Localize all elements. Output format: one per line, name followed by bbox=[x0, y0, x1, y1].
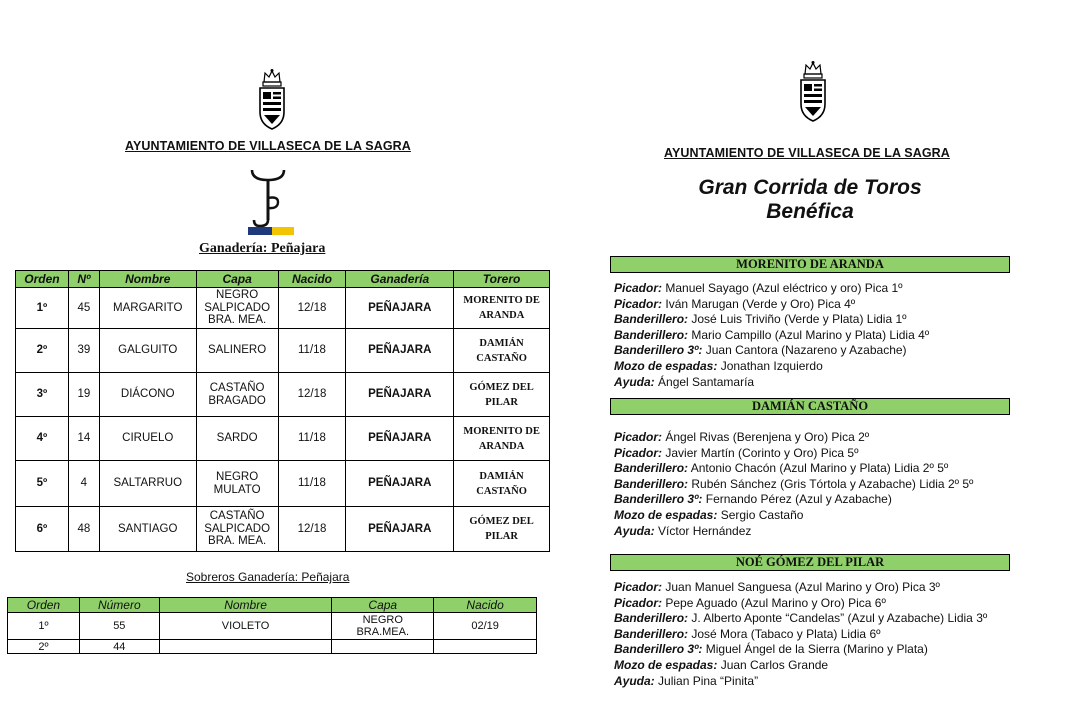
cuadrilla-header-damian: DAMIÁN CASTAÑO bbox=[610, 398, 1010, 415]
list-item: Ayuda: Ángel Santamaría bbox=[614, 374, 755, 389]
list-item: Mozo de espadas: Sergio Castaño bbox=[614, 507, 804, 522]
left-page-header: AYUNTAMIENTO DE VILLASECA DE LA SAGRA bbox=[125, 139, 411, 153]
sobreros-table bbox=[7, 597, 537, 654]
orden-cell: 4º bbox=[16, 417, 69, 461]
bulls-table bbox=[15, 270, 550, 552]
ganaderia-title: Ganadería: Peñajara bbox=[199, 241, 326, 256]
numero-cell: 45 bbox=[68, 288, 99, 329]
coat-of-arms-icon bbox=[796, 60, 830, 124]
torero-cell: GÓMEZ DEL PILAR bbox=[454, 373, 550, 417]
column-header: Orden bbox=[8, 598, 80, 613]
capa-cell bbox=[332, 640, 434, 654]
orden-cell: 3º bbox=[16, 373, 69, 417]
capa-cell: CASTAÑO SALPICADO BRA. MEA. bbox=[196, 507, 278, 552]
list-item: Banderillero 3º: Fernando Pérez (Azul y Azabache) bbox=[614, 492, 892, 507]
nacido-cell bbox=[434, 640, 537, 654]
column-header: Nombre bbox=[159, 598, 332, 613]
capa-cell: NEGRO MULATO bbox=[196, 461, 278, 507]
list-item: Banderillero: J. Alberto Aponte “Candelas” (Azul y Azabache) Lidia 3º bbox=[614, 611, 988, 626]
event-title bbox=[640, 176, 980, 224]
ganaderia-cell: PEÑAJARA bbox=[346, 461, 454, 507]
table-row bbox=[16, 507, 550, 552]
numero-cell: 4 bbox=[68, 461, 99, 507]
ganaderia-cell: PEÑAJARA bbox=[346, 417, 454, 461]
list-item: Ayuda: Julian Pina “Pinita” bbox=[614, 673, 759, 688]
torero-cell: DAMIÁN CASTAÑO bbox=[454, 461, 550, 507]
table-row bbox=[16, 417, 550, 461]
orden-cell: 1º bbox=[8, 613, 80, 640]
nacido-cell: 11/18 bbox=[278, 417, 346, 461]
nombre-cell bbox=[159, 640, 332, 654]
column-header: Ganadería bbox=[346, 271, 454, 288]
table-row bbox=[16, 373, 550, 417]
column-header: Nacido bbox=[434, 598, 537, 613]
table-row bbox=[8, 613, 537, 640]
orden-cell: 2º bbox=[16, 329, 69, 373]
list-item: Banderillero: José Mora (Tabaco y Plata) Lidia 6º bbox=[614, 626, 881, 641]
column-header: Capa bbox=[332, 598, 434, 613]
list-item: Picador: Pepe Aguado (Azul Marino y Oro) Pica 6º bbox=[614, 595, 886, 610]
column-header: Nacido bbox=[278, 271, 346, 288]
numero-cell: 48 bbox=[68, 507, 99, 552]
torero-cell: DAMIÁN CASTAÑO bbox=[454, 329, 550, 373]
numero-cell: 14 bbox=[68, 417, 99, 461]
list-item: Banderillero: Antonio Chacón (Azul Marino y Plata) Lidia 2º 5º bbox=[614, 461, 949, 476]
list-item: Picador: Iván Marugan (Verde y Oro) Pica 4º bbox=[614, 296, 856, 311]
nombre-cell: MARGARITO bbox=[99, 288, 196, 329]
capa-cell: SALINERO bbox=[196, 329, 278, 373]
list-item: Banderillero: Mario Campillo (Azul Marino y Plata) Lidia 4º bbox=[614, 327, 930, 342]
nacido-cell: 12/18 bbox=[278, 373, 346, 417]
right-page-header: AYUNTAMIENTO DE VILLASECA DE LA SAGRA bbox=[664, 146, 950, 160]
list-item: Banderillero 3º: Juan Cantora (Nazareno y Azabache) bbox=[614, 343, 907, 358]
orden-cell: 5º bbox=[16, 461, 69, 507]
orden-cell: 2º bbox=[8, 640, 80, 654]
column-header: Orden bbox=[16, 271, 69, 288]
column-header: Nombre bbox=[99, 271, 196, 288]
nacido-cell: 11/18 bbox=[278, 461, 346, 507]
capa-cell: SARDO bbox=[196, 417, 278, 461]
capa-cell: NEGRO SALPICADO BRA. MEA. bbox=[196, 288, 278, 329]
nombre-cell: SANTIAGO bbox=[99, 507, 196, 552]
numero-cell: 44 bbox=[79, 640, 159, 654]
orden-cell: 1º bbox=[16, 288, 69, 329]
nombre-cell: GALGUITO bbox=[99, 329, 196, 373]
nacido-cell: 02/19 bbox=[434, 613, 537, 640]
capa-cell: CASTAÑO BRAGADO bbox=[196, 373, 278, 417]
table-header-row bbox=[8, 598, 537, 613]
list-item: Mozo de espadas: Juan Carlos Grande bbox=[614, 657, 829, 672]
cuadrilla-header-noe: NOÉ GÓMEZ DEL PILAR bbox=[610, 554, 1010, 571]
nacido-cell: 12/18 bbox=[278, 507, 346, 552]
nombre-cell: SALTARRUO bbox=[99, 461, 196, 507]
list-item: Banderillero: José Luis Triviño (Verde y Plata) Lidia 1º bbox=[614, 312, 907, 327]
column-header: Número bbox=[79, 598, 159, 613]
torero-cell: MORENITO DE ARANDA bbox=[454, 288, 550, 329]
ganaderia-cell: PEÑAJARA bbox=[346, 329, 454, 373]
column-header: Nº bbox=[68, 271, 99, 288]
table-row bbox=[16, 329, 550, 373]
event-title-line-2: Benéfica bbox=[766, 200, 854, 223]
capa-cell: NEGRO BRA.MEA. bbox=[332, 613, 434, 640]
event-title-line-1: Gran Corrida de Toros bbox=[698, 176, 922, 199]
nombre-cell: VIOLETO bbox=[159, 613, 332, 640]
table-header-row bbox=[16, 271, 550, 288]
table-row bbox=[8, 640, 537, 654]
coat-of-arms-icon bbox=[255, 68, 289, 132]
nombre-cell: DIÁCONO bbox=[99, 373, 196, 417]
ganaderia-cell: PEÑAJARA bbox=[346, 507, 454, 552]
list-item: Picador: Juan Manuel Sanguesa (Azul Marino y Oro) Pica 3º bbox=[614, 580, 940, 594]
nacido-cell: 12/18 bbox=[278, 288, 346, 329]
nombre-cell: CIRUELO bbox=[99, 417, 196, 461]
list-item: Banderillero: Rubén Sánchez (Gris Tórtola y Azabache) Lidia 2º 5º bbox=[614, 476, 974, 491]
sobreros-title: Sobreros Ganadería: Peñajara bbox=[186, 570, 350, 584]
torero-cell: GÓMEZ DEL PILAR bbox=[454, 507, 550, 552]
nacido-cell: 11/18 bbox=[278, 329, 346, 373]
table-row bbox=[16, 288, 550, 329]
list-item: Picador: Ángel Rivas (Berenjena y Oro) Pica 2º bbox=[614, 430, 870, 444]
column-header: Capa bbox=[196, 271, 278, 288]
column-header: Torero bbox=[454, 271, 550, 288]
list-item: Picador: Javier Martín (Corinto y Oro) Pica 5º bbox=[614, 445, 859, 460]
numero-cell: 55 bbox=[79, 613, 159, 640]
cuadrilla-header-morenito: MORENITO DE ARANDA bbox=[610, 256, 1010, 273]
cuadrilla-list-noe bbox=[614, 580, 987, 689]
list-item: Ayuda: Víctor Hernández bbox=[614, 523, 752, 538]
list-item: Mozo de espadas: Jonathan Izquierdo bbox=[614, 358, 823, 373]
numero-cell: 39 bbox=[68, 329, 99, 373]
ganaderia-cell: PEÑAJARA bbox=[346, 288, 454, 329]
numero-cell: 19 bbox=[68, 373, 99, 417]
torero-cell: MORENITO DE ARANDA bbox=[454, 417, 550, 461]
orden-cell: 6º bbox=[16, 507, 69, 552]
list-item: Banderillero 3º: Miguel Ángel de la Sierra (Marino y Plata) bbox=[614, 642, 928, 657]
cuadrilla-list-damian bbox=[614, 430, 973, 539]
cattle-brand-icon bbox=[244, 166, 296, 236]
cuadrilla-list-morenito bbox=[614, 281, 929, 390]
table-row bbox=[16, 461, 550, 507]
list-item: Picador: Manuel Sayago (Azul eléctrico y oro) Pica 1º bbox=[614, 281, 903, 295]
ganaderia-cell: PEÑAJARA bbox=[346, 373, 454, 417]
